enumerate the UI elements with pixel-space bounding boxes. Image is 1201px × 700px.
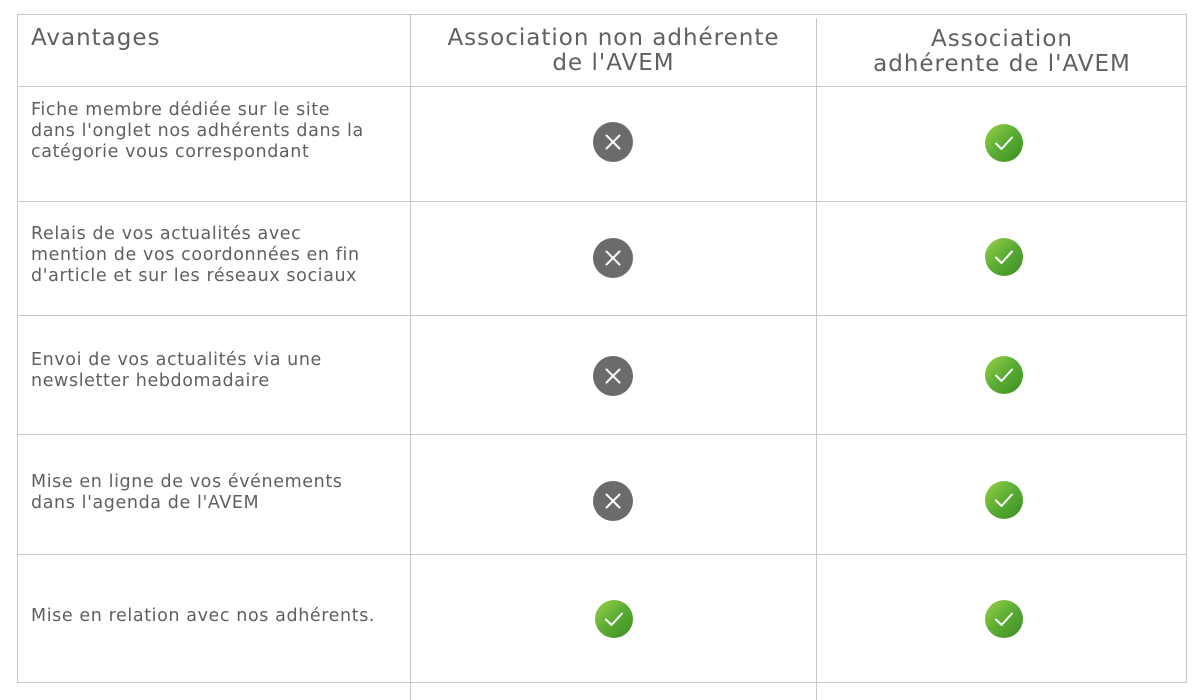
row-divider xyxy=(17,554,1187,555)
header-member xyxy=(817,27,1187,77)
advantage-line: newsletter hebdomadaire xyxy=(31,371,270,391)
row-divider xyxy=(17,201,1187,202)
advantage-line: dans l'agenda de l'AVEM xyxy=(31,493,260,513)
advantage-line: Relais de vos actualités avec xyxy=(31,224,302,244)
header-non-member-line: Association non adhérente xyxy=(447,25,780,51)
check-icon xyxy=(985,356,1023,394)
table-left-border xyxy=(17,14,18,683)
header-non-member xyxy=(411,26,816,76)
advantage-line: Fiche membre dédiée sur le site xyxy=(31,100,331,120)
header-bottom-border xyxy=(17,86,1187,87)
check-icon xyxy=(985,600,1023,638)
advantage-text xyxy=(31,100,401,163)
check-icon xyxy=(985,481,1023,519)
advantage-line: Mise en relation avec nos adhérents. xyxy=(31,606,376,626)
header-member-line: adhérente de l'AVEM xyxy=(873,51,1131,77)
advantage-text xyxy=(31,224,401,287)
cross-icon xyxy=(593,481,633,521)
advantage-line: dans l'onglet nos adhérents dans la xyxy=(31,121,364,141)
advantage-line: d'article et sur les réseaux sociaux xyxy=(31,266,358,286)
row-divider xyxy=(17,434,1187,435)
header-advantages: Avantages xyxy=(31,25,161,51)
advantage-text xyxy=(31,350,401,392)
column-divider xyxy=(816,18,817,700)
header-non-member-line: de l'AVEM xyxy=(552,50,675,76)
advantage-line: Mise en ligne de vos événements xyxy=(31,472,343,492)
table-right-border xyxy=(1186,14,1187,683)
cross-icon xyxy=(593,238,633,278)
advantage-line: mention de vos coordonnées en fin xyxy=(31,245,360,265)
cross-icon xyxy=(593,356,633,396)
check-icon xyxy=(985,238,1023,276)
cross-icon xyxy=(593,122,633,162)
table-bottom-border xyxy=(17,682,1187,683)
table-top-border xyxy=(17,14,1187,15)
advantage-line: catégorie vous correspondant xyxy=(31,142,310,162)
advantage-line: Envoi de vos actualités via une xyxy=(31,350,322,370)
header-member-line: Association xyxy=(931,26,1073,52)
row-divider xyxy=(17,315,1187,316)
check-icon xyxy=(985,124,1023,162)
check-icon xyxy=(595,600,633,638)
advantage-text xyxy=(31,606,401,627)
column-divider xyxy=(410,14,411,700)
advantage-text xyxy=(31,472,401,514)
